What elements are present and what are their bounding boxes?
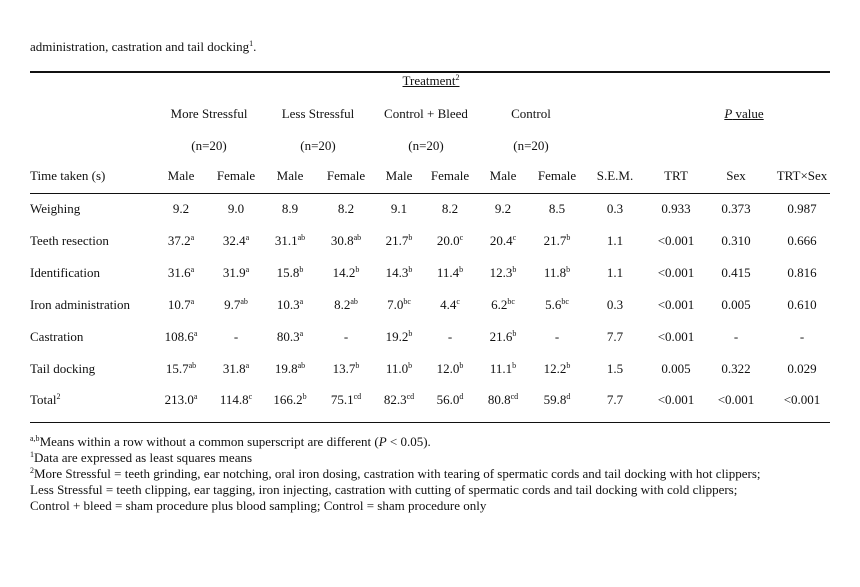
group-label-more-stressful: More Stressful — [170, 106, 248, 121]
table-cell: 7.0$^{bc}$ — [387, 297, 411, 312]
group-n-control-bleed: (n=20) — [408, 138, 444, 153]
table-cell: 114.8$^c$ — [219, 392, 253, 407]
table-cell: 9.1 — [390, 201, 408, 216]
table-cell: 1.5 — [606, 361, 624, 376]
row-label: Teeth resection — [30, 233, 109, 248]
table-cell: 108.6$^a$ — [164, 329, 198, 344]
table-cell: 0.322 — [721, 361, 751, 376]
table-cell: - — [343, 329, 349, 344]
table-cell: 21.7$^b$ — [543, 233, 571, 248]
table-cell: 31.1$^{ab}$ — [274, 233, 306, 248]
footnote-line: Less Stressful = teeth clipping, ear tagging, iron injecting, castration with cutting of spermatic cords and tail docking with cold clippers; — [30, 482, 738, 497]
footnotes — [30, 434, 761, 514]
table-cell: 0.610 — [787, 297, 817, 312]
table-cell: 10.7$^a$ — [167, 297, 195, 312]
row-label: Castration — [30, 329, 84, 344]
table-cell: 21.7$^b$ — [385, 233, 413, 248]
footnote-line: $^{a,b}$Means within a row without a common superscript are different (P < 0.05). — [30, 434, 431, 449]
column-header: Male — [489, 168, 517, 183]
footnote-line: $^2$More Stressful = teeth grinding, ear notching, oral iron dosing, castration with tearing of spermatic cords and tail docking with hot clippers; — [30, 466, 761, 481]
row-label: Tail docking — [30, 361, 96, 376]
table-cell: 31.6$^a$ — [167, 265, 195, 280]
footnote-line: Control + bleed = sham procedure plus blood sampling; Control = sham procedure only — [30, 498, 487, 513]
table-cell: 213.0$^a$ — [164, 392, 198, 407]
table-cell: - — [447, 329, 453, 344]
table-cell: 1.1 — [606, 265, 624, 280]
table-cell: 59.8$^d$ — [543, 392, 571, 407]
table-cell: <0.001 — [657, 233, 695, 248]
table-cell: 9.0 — [227, 201, 245, 216]
table-cell: - — [733, 329, 739, 344]
row-label: Total$^2$ — [30, 392, 61, 407]
table-cell: 0.415 — [721, 265, 751, 280]
table-cell: 80.3$^a$ — [276, 329, 304, 344]
column-header: Sex — [726, 168, 746, 183]
column-header: Male — [167, 168, 195, 183]
table-cell: 21.6$^b$ — [489, 329, 517, 344]
table-cell: 0.933 — [661, 201, 691, 216]
table-cell: 12.3$^b$ — [489, 265, 517, 280]
table-cell: 8.2 — [441, 201, 459, 216]
table-cell: 5.6$^{bc}$ — [545, 297, 569, 312]
table-cell: 10.3$^a$ — [276, 297, 304, 312]
table-cell: 14.3$^b$ — [385, 265, 413, 280]
table-cell: 0.005 — [721, 297, 751, 312]
table-cell: 8.5 — [548, 201, 566, 216]
table-cell: 15.7$^{ab}$ — [165, 361, 197, 376]
table-cell: - — [554, 329, 560, 344]
table-cell: 13.7$^b$ — [332, 361, 360, 376]
table-cell: 12.0$^b$ — [436, 361, 464, 376]
table-cell: 11.8$^b$ — [543, 265, 571, 280]
bottom-rule — [30, 422, 830, 423]
table-cell: - — [233, 329, 239, 344]
pvalue-header: P value — [724, 106, 764, 121]
table-cell: 11.0$^b$ — [385, 361, 413, 376]
table-cell: 11.4$^b$ — [436, 265, 464, 280]
group-label-control: Control — [511, 106, 551, 121]
table-cell: 11.1$^b$ — [489, 361, 517, 376]
table-cell: 9.2 — [494, 201, 512, 216]
group-n-less-stressful: (n=20) — [300, 138, 336, 153]
table-cell: <0.001 — [657, 392, 695, 407]
table-cell: 20.4$^c$ — [489, 233, 517, 248]
table-cell: 6.2$^{bc}$ — [491, 297, 515, 312]
column-header: Male — [385, 168, 413, 183]
table-cell: 8.2 — [337, 201, 355, 216]
table-cell: <0.001 — [657, 265, 695, 280]
table-cell: 166.2$^b$ — [273, 392, 307, 407]
treatment-header: Treatment$^2$ — [402, 73, 460, 88]
row-label: Iron administration — [30, 297, 131, 312]
table-cell: <0.001 — [783, 392, 821, 407]
table-cell: 0.3 — [606, 201, 624, 216]
table-cell: 8.9 — [281, 201, 299, 216]
table-cell: 75.1$^{cd}$ — [330, 392, 362, 407]
table-cell: 80.8$^{cd}$ — [487, 392, 519, 407]
group-n-control: (n=20) — [513, 138, 549, 153]
column-header: Female — [537, 168, 577, 183]
table-cell: 12.2$^b$ — [543, 361, 571, 376]
table-cell: 19.2$^b$ — [385, 329, 413, 344]
row-label: Weighing — [30, 201, 81, 216]
column-header: Female — [430, 168, 470, 183]
table-cell: 32.4$^a$ — [222, 233, 250, 248]
table-cell: 19.8$^{ab}$ — [274, 361, 306, 376]
table-cell: 14.2$^b$ — [332, 265, 360, 280]
column-header-label: Time taken (s) — [30, 168, 106, 183]
table-cell: 0.005 — [661, 361, 691, 376]
table-cell: 31.8$^a$ — [222, 361, 250, 376]
column-header: S.E.M. — [596, 168, 634, 183]
table-cell: 37.2$^a$ — [167, 233, 195, 248]
column-header: Female — [326, 168, 366, 183]
column-header: TRT×Sex — [776, 168, 828, 183]
table-cell: <0.001 — [657, 329, 695, 344]
table-cell: 9.7$^{ab}$ — [224, 297, 248, 312]
group-label-control-bleed: Control + Bleed — [384, 106, 468, 121]
table-cell: 0.310 — [721, 233, 751, 248]
table-cell: 8.2$^{ab}$ — [334, 297, 358, 312]
column-header: Male — [276, 168, 304, 183]
column-header: Female — [216, 168, 256, 183]
table-cell: - — [799, 329, 805, 344]
table-caption: administration, castration and tail docking$^1$. — [30, 39, 257, 54]
table-cell: 0.666 — [787, 233, 817, 248]
footnote-line: $^1$Data are expressed as least squares means — [30, 450, 253, 465]
table-cell: <0.001 — [717, 392, 755, 407]
header-rule — [30, 193, 830, 194]
group-label-less-stressful: Less Stressful — [281, 106, 355, 121]
column-header: TRT — [664, 168, 688, 183]
table-cell: 0.987 — [787, 201, 817, 216]
table-cell: 56.0$^d$ — [436, 392, 464, 407]
table-cell: 0.3 — [606, 297, 624, 312]
table-cell: 82.3$^{cd}$ — [383, 392, 415, 407]
table-cell: 1.1 — [606, 233, 624, 248]
table-cell: 31.9$^a$ — [222, 265, 250, 280]
table-cell: 7.7 — [606, 329, 624, 344]
table-cell: 15.8$^b$ — [276, 265, 304, 280]
table-cell: 20.0$^c$ — [436, 233, 464, 248]
row-label: Identification — [30, 265, 101, 280]
table-cell: 7.7 — [606, 392, 624, 407]
table-cell: 0.029 — [787, 361, 817, 376]
table-cell: 0.816 — [787, 265, 817, 280]
table-cell: <0.001 — [657, 297, 695, 312]
table-cell: 4.4$^c$ — [440, 297, 460, 312]
table-cell: 0.373 — [721, 201, 751, 216]
table-cell: 30.8$^{ab}$ — [330, 233, 362, 248]
group-n-more-stressful: (n=20) — [191, 138, 227, 153]
table-cell: 9.2 — [172, 201, 190, 216]
